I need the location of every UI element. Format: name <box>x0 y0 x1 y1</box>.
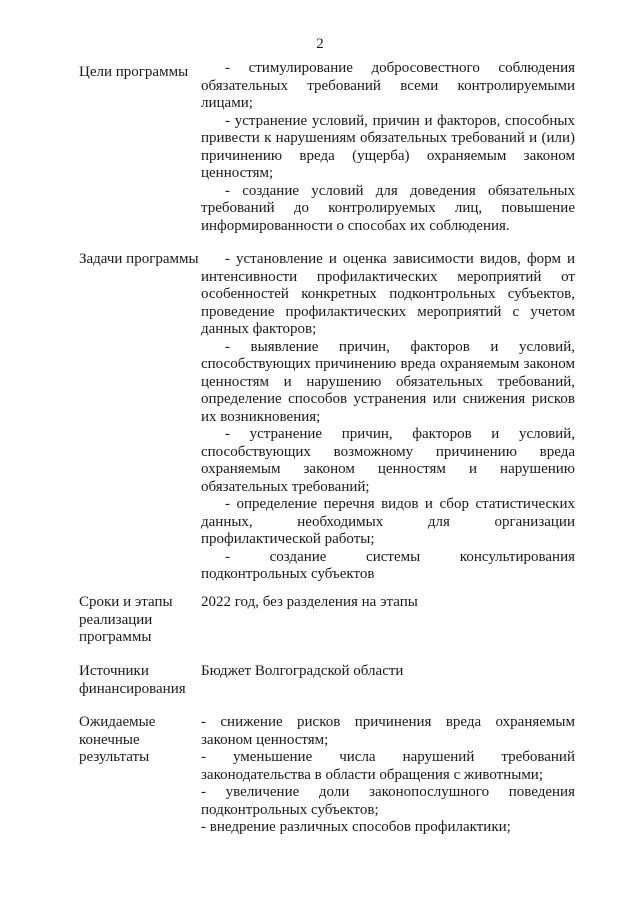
goal-paragraph: - устранение условий, причин и факторов, способных привести к нарушениям обязательных требований и (или) причинению вреда (ущерба) охраняемым законом ценностям; <box>201 112 575 181</box>
task-paragraph: - создание системы консультирования подконтрольных субъектов <box>201 548 575 582</box>
task-paragraph: - определение перечня видов и сбор статистических данных, необходимых для организации профилактической работы; <box>201 496 575 547</box>
page-number: 2 <box>316 36 324 52</box>
section-content-timeline <box>201 594 575 612</box>
result-paragraph: - снижение рисков причинения вреда охраняемым законом ценностям; <box>201 714 575 748</box>
section-label-timeline: Сроки и этапы реализации программы <box>79 594 173 645</box>
section-content-goals <box>201 60 575 235</box>
section-content-results <box>201 714 575 837</box>
section-label-tasks: Задачи программы <box>79 251 199 267</box>
result-paragraph: - внедрение различных способов профилактики; <box>201 819 511 835</box>
task-paragraph: - устранение причин, факторов и условий, способствующих возможному причинению вреда охраняемым законом ценностям и нарушению обязательных требований; <box>201 426 575 495</box>
section-content-tasks <box>201 251 575 584</box>
section-label-funding: Источники финансирования <box>79 663 186 697</box>
result-paragraph: - уменьшение числа нарушений требований законодательства в области обращения с животными; <box>201 749 575 783</box>
section-label-results: Ожидаемые конечные результаты <box>79 714 156 765</box>
result-paragraph: - увеличение доли законопослушного поведения подконтрольных субъектов; <box>201 784 575 818</box>
section-label-goals: Цели программы <box>79 64 189 80</box>
goal-paragraph: - создание условий для доведения обязательных требований до контролируемых лиц, повышение информированности о способах их соблюдения. <box>201 182 575 234</box>
goal-paragraph: - стимулирование добросовестного соблюдения обязательных требований всеми контролируемыми лицами; <box>201 60 575 111</box>
funding-paragraph: Бюджет Волгоградской области <box>201 663 404 679</box>
task-paragraph: - выявление причин, факторов и условий, способствующих причинению вреда охраняемым законом ценностям и нарушению обязательных требований, определение способов устранения или снижения рисков их возникновения; <box>201 338 575 425</box>
timeline-paragraph: 2022 год, без разделения на этапы <box>201 594 418 610</box>
task-paragraph: - установление и оценка зависимости видов, форм и интенсивности профилактических мероприятий от особенностей конкретных подконтрольных субъектов, проведение профилактических мероприятий с учетом данных факторов; <box>201 251 575 337</box>
section-content-funding <box>201 663 575 681</box>
